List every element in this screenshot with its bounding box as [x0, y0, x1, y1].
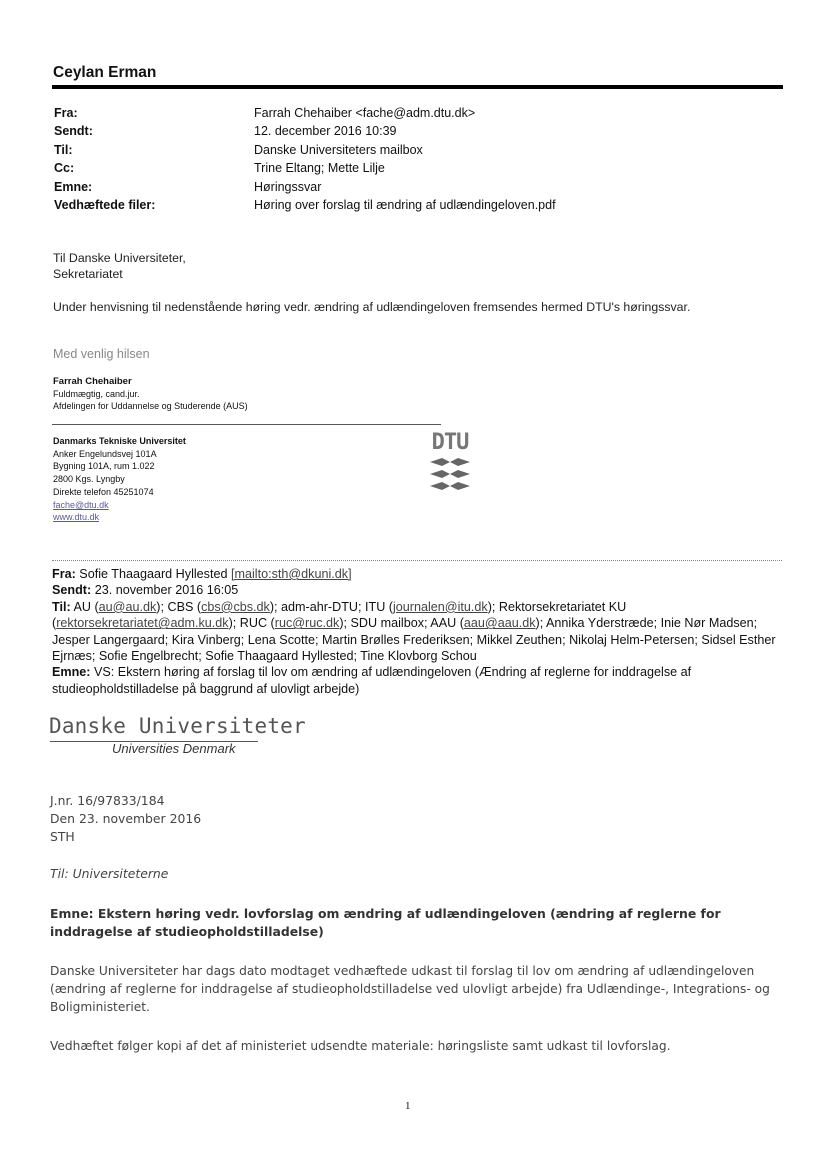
forwarded-to [52, 599, 782, 665]
forward-separator [52, 560, 782, 561]
forwarded-from-value: Sofie Thaagaard Hyllested [79, 567, 228, 581]
closing: Med venlig hilsen [53, 347, 150, 361]
to-part-4: ); adm-ahr-DTU; ITU ( [269, 599, 393, 614]
header-label-attachments: Vedhæftede filer: [54, 198, 156, 212]
email-body: Under henvisning til nedenstående høring vedr. ændring af udlændingeloven fremsendes hermed DTU's høringssvar. [53, 300, 691, 314]
header-value-sent: 12. december 2016 10:39 [254, 124, 397, 138]
signature-email-link[interactable]: fache@dtu.dk [53, 500, 109, 510]
letter-subject: Emne: Ekstern høring vedr. lovforslag om ændring af udlændingeloven (ændring af reglerne for inddragelse af studieopholdstilladelse) [50, 906, 721, 939]
letter-initials: STH [50, 829, 75, 844]
forwarded-from-label: Fra: [52, 567, 76, 581]
forwarded-sent-value: 23. november 2016 16:05 [94, 583, 239, 598]
signature-org: Danmarks Tekniske Universitet [53, 436, 186, 446]
sender-name: Ceylan Erman [53, 64, 157, 81]
du-logo-name: Danske Universiteter [49, 714, 306, 738]
header-value-to: Danske Universiteters mailbox [254, 143, 423, 157]
to-part-6: ); Rektorsekretariatet KU ( [52, 599, 627, 631]
forwarded-from [52, 566, 782, 582]
du-logo-subtitle: Universities Denmark [112, 741, 236, 756]
to-link-itu[interactable]: journalen@itu.dk [392, 599, 488, 614]
signature-address-3: 2800 Kgs. Lyngby [53, 474, 125, 484]
forwarded-to-label: Til: [52, 599, 71, 614]
letter-reference: J.nr. 16/97833/184 [50, 793, 165, 808]
page-number: 1 [405, 1100, 411, 1112]
header-label-from: Fra: [54, 106, 78, 120]
header-label-to: Til: [54, 143, 73, 157]
to-part-8: ); RUC ( [228, 616, 275, 631]
letter-date: Den 23. november 2016 [50, 811, 202, 826]
forwarded-header [52, 566, 782, 697]
greeting-line-2: Sekretariatet [53, 267, 123, 281]
signature-web-link[interactable]: www.dtu.dk [53, 512, 100, 522]
header-value-cc: Trine Eltang; Mette Lilje [254, 161, 385, 175]
header-value-attachments: Høring over forslag til ændring af udlændingeloven.pdf [254, 198, 556, 212]
greeting-line-1: Til Danske Universiteter, [53, 251, 186, 265]
signature-address-2: Bygning 101A, rum 1.022 [53, 461, 155, 471]
to-part-0: AU ( [73, 599, 99, 614]
dtu-logo-mark [428, 454, 472, 494]
signature-name: Farrah Chehaiber [53, 376, 132, 387]
dtu-logo [428, 432, 472, 498]
letter-paragraph-2: Vedhæftet følger kopi af det af ministeriet udsendte materiale: høringsliste samt udkast til lovforslag. [50, 1039, 671, 1053]
to-link-ku[interactable]: rektorsekretariatet@adm.ku.dk [56, 616, 229, 631]
header-label-cc: Cc: [54, 161, 75, 175]
forwarded-sent-label: Sendt: [52, 583, 92, 598]
signature-title: Fuldmægtig, cand.jur. [53, 389, 140, 399]
signature-department: Afdelingen for Uddannelse og Studerende (AUS) [53, 401, 248, 411]
to-link-ruc[interactable]: ruc@ruc.dk [274, 616, 340, 631]
to-part-10: ); SDU mailbox; AAU ( [339, 616, 464, 631]
to-part-2: ); CBS ( [156, 599, 202, 614]
header-label-sent: Sendt: [54, 124, 93, 138]
signature-phone: Direkte telefon 45251074 [53, 487, 154, 497]
to-link-aau[interactable]: aau@aau.dk [463, 616, 536, 631]
header-label-subject: Emne: [54, 180, 93, 194]
header-rule [52, 85, 783, 89]
to-link-au[interactable]: au@au.dk [98, 599, 157, 614]
letter-paragraph-1: Danske Universiteter har dags dato modtaget vedhæftede udkast til forslag til lov om ændring af udlændingeloven (ændring af reglerne for inddragelse af studieopholdstilladelse ved ulovligt arbejde) fra Udlændinge-, Integrations- og Boligministeriet. [50, 964, 770, 1014]
forwarded-from-mailto-link[interactable]: [mailto:sth@dkuni.dk] [230, 567, 352, 581]
dtu-logo-text: DTU [431, 430, 469, 455]
forwarded-subject-label: Emne: [52, 665, 91, 680]
to-part-12: ); Annika Yderstræde; Inie Nør Madsen; Jesper Langergaard; Kira Vinberg; Lena Scotte; Martin Brølles Frederiksen; Mikkel Zeuthen; Nikolaj Helm-Petersen; Sidsel Esther Ejrnæs; Sofie Engelbrecht; Sofie Thaagaard Hyllested; Tine Klovborg Schou [52, 616, 776, 664]
to-link-cbs[interactable]: cbs@cbs.dk [201, 599, 270, 614]
forwarded-subject-value: VS: Ekstern høring af forslag til lov om ændring af udlændingeloven (Ændring af reglerne for inddragelse af studieopholdstilladelse på baggrund af ulovligt arbejde) [52, 665, 692, 696]
signature-address-1: Anker Engelundsvej 101A [53, 449, 157, 459]
header-value-from: Farrah Chehaiber <fache@adm.dtu.dk> [254, 106, 476, 120]
signature-rule [52, 424, 441, 425]
letter-recipient: Til: Universiteterne [50, 866, 169, 881]
header-value-subject: Høringssvar [254, 180, 322, 194]
forwarded-subject [52, 664, 782, 697]
forwarded-sent [52, 582, 782, 598]
